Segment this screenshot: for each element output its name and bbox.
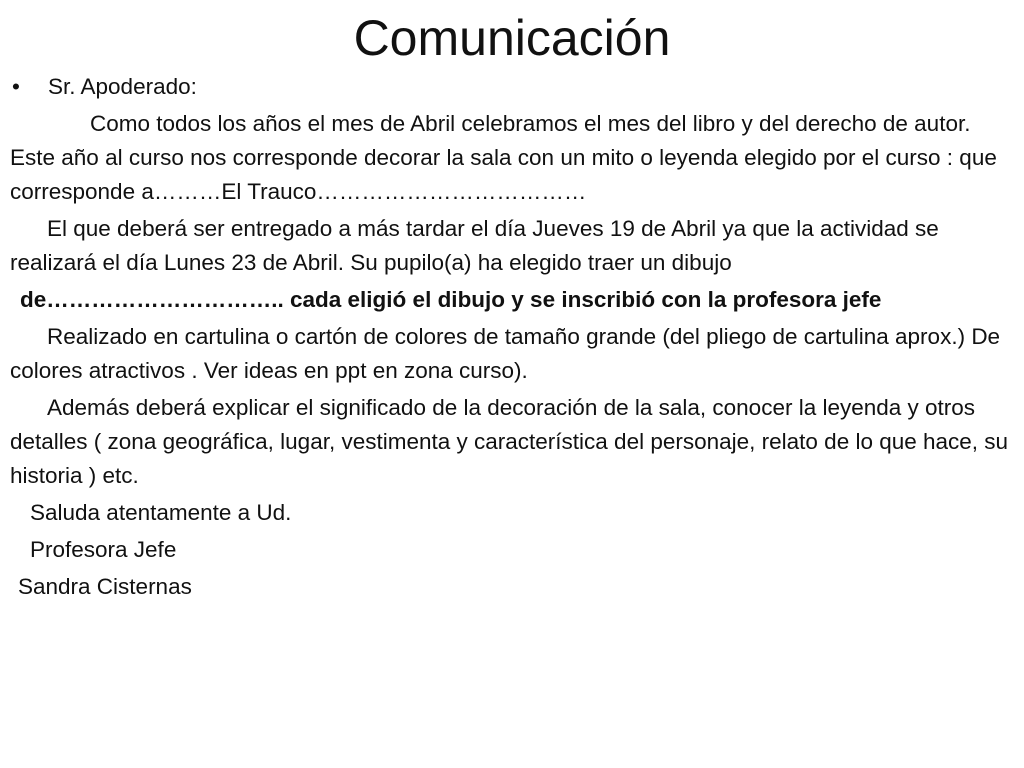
slide-body — [10, 70, 1014, 607]
closing-name: Sandra Cisternas — [18, 574, 192, 599]
paragraph-materials: Realizado en cartulina o cartón de colores de tamaño grande (del pliego de cartulina aprox.) De colores atractivos . Ver ideas en ppt en zona curso). — [10, 324, 1001, 383]
paragraph-intro: Como todos los años el mes de Abril celebramos el mes del libro y del derecho de autor. Este año al curso nos corresponde decorar la sala con un mito o leyenda elegido por el curso : que corresponde a………El Trauco……………………………… — [10, 111, 997, 204]
salutation-line — [10, 70, 1014, 104]
paragraph-delivery: El que deberá ser entregado a más tardar el día Jueves 19 de Abril ya que la actividad se realizará el día Lunes 23 de Abril. Su pupilo(a) ha elegido traer un dibujo — [10, 216, 939, 275]
closing-regards: Saluda atentamente a Ud. — [30, 500, 292, 525]
closing-role: Profesora Jefe — [30, 537, 177, 562]
paragraph-explanation: Además deberá explicar el significado de la decoración de la sala, conocer la leyenda y otros detalles ( zona geográfica, lugar, vestimenta y característica del personaje, relato de lo que hace, su historia ) etc. — [10, 395, 1009, 488]
slide-title: Comunicación — [353, 10, 671, 66]
paragraph-delivery-bold: de………………………….. cada eligió el dibujo y se inscribió con la profesora jefe — [20, 287, 882, 312]
bullet-icon: • — [12, 74, 20, 99]
salutation-text: Sr. Apoderado: — [48, 74, 197, 99]
